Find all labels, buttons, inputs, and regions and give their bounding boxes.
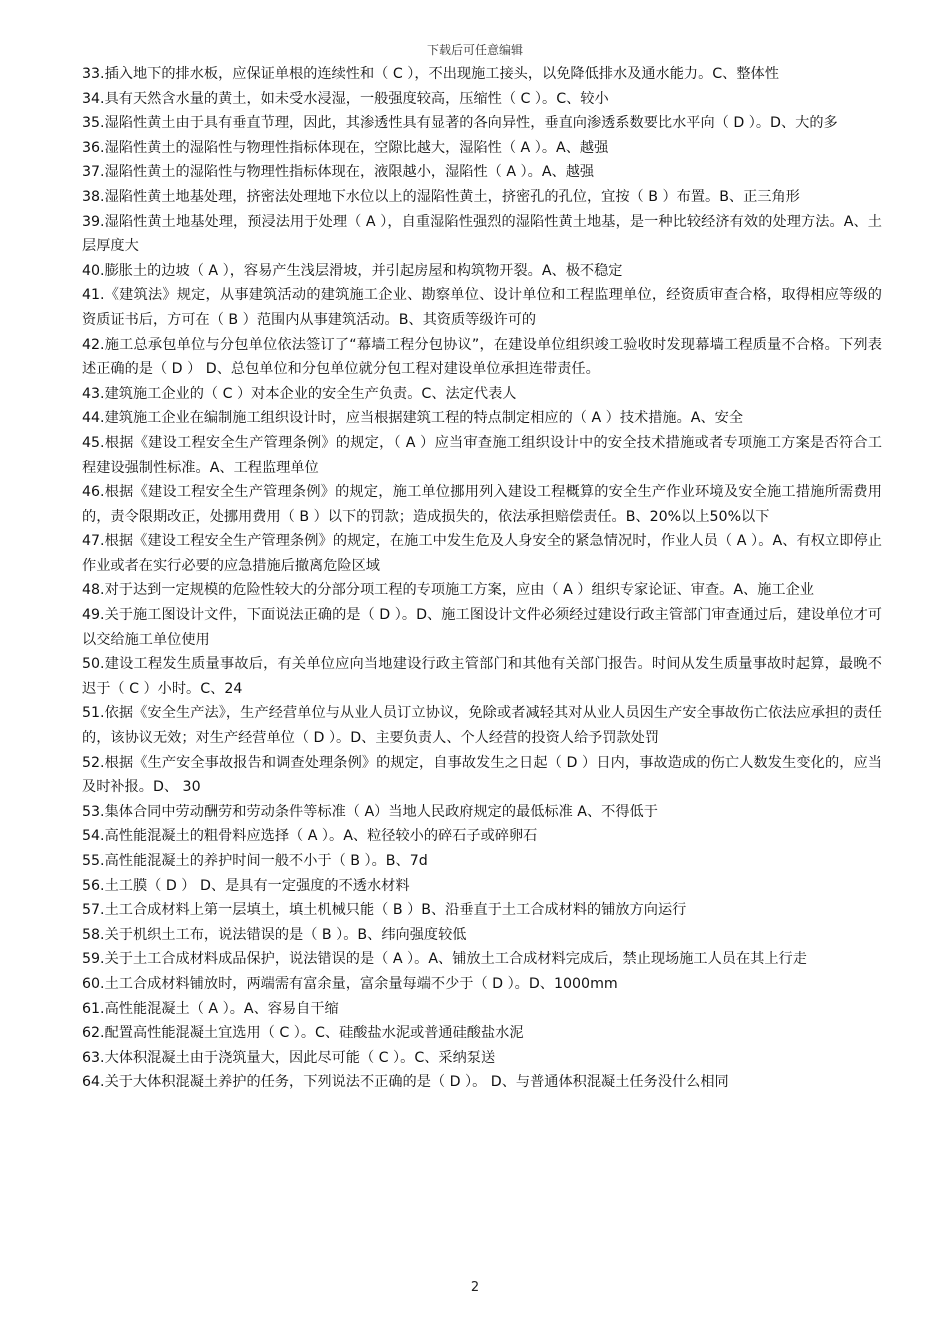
question-item: 44.建筑施工企业在编制施工组织设计时，应当根据建筑工程的特点制定相应的（ A ）技术措施。A、安全 [82, 410, 744, 427]
page-number: 2 [470, 1280, 480, 1295]
question-list [82, 62, 882, 1095]
question-item: 47.根据《建设工程安全生产管理条例》的规定，在施工中发生危及人身安全的紧急情况时，作业人员（ A ）。A、有权立即停止作业或者在实行必要的应急措施后撤离危险区域 [82, 533, 882, 574]
question-item: 57.土工合成材料上第一层填土，填土机械只能（ B ）B、沿垂直于土工合成材料的铺放方向运行 [82, 902, 687, 919]
question-item: 45.根据《建设工程安全生产管理条例》的规定，（ A ）应当审查施工组织设计中的安全技术措施或者专项施工方案是否符合工程建设强制性标准。A、工程监理单位 [82, 434, 882, 476]
question-item: 56.土工膜（ D ） D、是具有一定强度的不透水材料 [82, 877, 410, 894]
question-item: 39.湿陷性黄土地基处理，预浸法用于处理（ A ），自重湿陷性强烈的湿陷性黄土地基，是一种比较经济有效的处理方法。A、土层厚度大 [82, 213, 882, 255]
question-item: 64.关于大体积混凝土养护的任务，下列说法不正确的是（ D ）。 D、与普通体积混凝土任务没什么相同 [82, 1074, 729, 1091]
question-item: 46.根据《建设工程安全生产管理条例》的规定，施工单位挪用列入建设工程概算的安全生产作业环境及安全施工措施所需费用的，责令限期改正，处挪用费用（ B ）以下的罚款；造成损失的，依法承担赔偿责任。B、20%以上50%以下 [82, 484, 882, 525]
question-item: 33.插入地下的排水板，应保证单根的连续性和（ C ），不出现施工接头，以免降低排水及通水能力。C、整体性 [82, 66, 779, 82]
question-item: 60.土工合成材料铺放时，两端需有富余量，富余量每端不少于（ D ）。D、1000mm [82, 975, 618, 992]
page-header: 下载后可任意编辑 [426, 43, 523, 57]
question-item: 54.高性能混凝土的粗骨料应选择（ A ）。A、粒径较小的碎石子或碎卵石 [82, 828, 538, 845]
question-item: 58.关于机织土工布，说法错误的是（ B ）。B、纬向强度较低 [82, 926, 467, 943]
question-item: 63.大体积混凝土由于浇筑量大，因此尽可能（ C ）。C、采纳泵送 [82, 1049, 496, 1066]
question-item: 42.施工总承包单位与分包单位依法签订了“幕墙工程分包协议”，在建设单位组织竣工验收时发现幕墙工程质量不合格。下列表述正确的是（ D ） D、总包单位和分包单位就分包工程对建设单位承担连带责任。 [82, 336, 882, 378]
question-item: 61.高性能混凝土（ A ）。A、容易自干缩 [82, 1000, 339, 1017]
question-item: 38.湿陷性黄土地基处理，挤密法处理地下水位以上的湿陷性黄土，挤密孔的孔位，宜按（ B ）布置。B、正三角形 [82, 188, 800, 205]
question-item: 37.湿陷性黄土的湿陷性与物理性指标体现在，液限越小，湿陷性（ A ）。A、越强 [82, 164, 595, 181]
question-item: 52.根据《生产安全事故报告和调查处理条例》的规定，自事故发生之日起（ D ）日内，事故造成的伤亡人数发生变化的，应当及时补报。D、 30 [82, 754, 882, 796]
question-item: 51.依据《安全生产法》，生产经营单位与从业人员订立协议，免除或者减轻其对从业人员因生产安全事故伤亡依法应承担的责任的，该协议无效；对生产经营单位（ D ）。D、主要负责人、个人经营的投资人给予罚款处罚 [82, 705, 882, 747]
question-item: 50.建设工程发生质量事故后，有关单位应向当地建设行政主管部门和其他有关部门报告。时间从发生质量事故时起算，最晚不迟于（ C ）小时。C、24 [82, 656, 882, 697]
question-item: 43.建筑施工企业的（ C ）对本企业的安全生产负责。C、法定代表人 [82, 385, 517, 402]
question-item: 41.《建筑法》规定，从事建筑活动的建筑施工企业、勘察单位、设计单位和工程监理单位，经资质审查合格，取得相应等级的资质证书后，方可在（ B ）范围内从事建筑活动。B、其资质等级许可的 [82, 287, 882, 328]
question-item: 40.膨胀土的边坡（ A ），容易产生浅层滑坡，并引起房屋和构筑物开裂。A、极不稳定 [82, 262, 623, 279]
question-item: 53.集体合同中劳动酬劳和劳动条件等标准（ A）当地人民政府规定的最低标准 A、不得低于 [82, 803, 658, 820]
question-item: 49.关于施工图设计文件，下面说法正确的是（ D ）。D、施工图设计文件必须经过建设行政主管部门审查通过后，建设单位才可以交给施工单位使用 [82, 607, 882, 648]
question-item: 62.配置高性能混凝土宜选用（ C ）。C、硅酸盐水泥或普通硅酸盐水泥 [82, 1025, 524, 1042]
question-item: 35.湿陷性黄土由于具有垂直节理，因此，其渗透性具有显著的各向异性，垂直向渗透系数要比水平向（ D ）。D、大的多 [82, 115, 838, 132]
question-item: 34.具有天然含水量的黄土，如未受水浸湿，一般强度较高，压缩性（ C ）。C、较小 [82, 90, 609, 107]
question-item: 55.高性能混凝土的养护时间一般不小于（ B ）。B、7d [82, 853, 428, 869]
question-item: 36.湿陷性黄土的湿陷性与物理性指标体现在，空隙比越大，湿陷性（ A ）。A、越强 [82, 139, 609, 156]
question-item: 59.关于土工合成材料成品保护，说法错误的是（ A ）。A、铺放土工合成材料完成后，禁止现场施工人员在其上行走 [82, 951, 807, 968]
question-item: 48.对于达到一定规模的危险性较大的分部分项工程的专项施工方案，应由（ A ）组织专家论证、审查。A、施工企业 [82, 582, 814, 599]
